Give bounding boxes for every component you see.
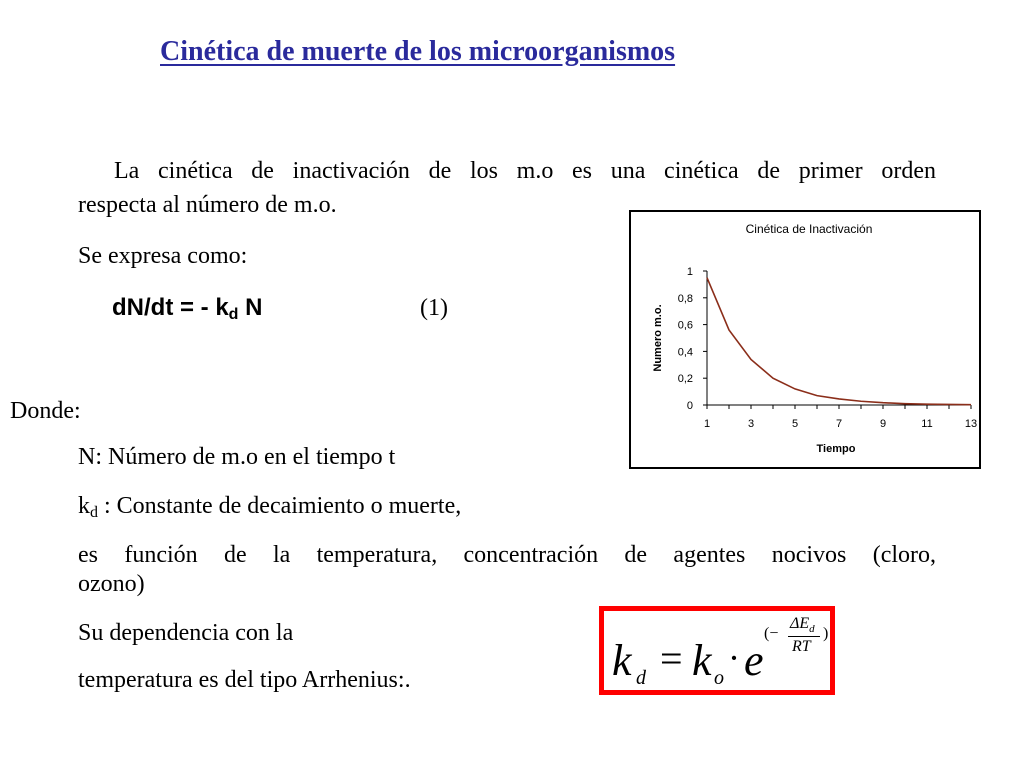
- formula-numerator: [790, 615, 815, 633]
- formula-k-sub: d: [636, 667, 646, 689]
- formula-ko-sub: o: [714, 667, 724, 689]
- equation-sub: d: [228, 306, 239, 323]
- intro-line-2: respecta al número de m.o.: [78, 192, 337, 218]
- chart-y-tick-label: 1: [686, 266, 693, 278]
- chart-y-tick-label: 0,6: [677, 319, 693, 332]
- def-kd-rest: : Constante de decaimiento o muerte,: [98, 493, 462, 519]
- formula-equals: =: [660, 636, 683, 681]
- donde-label: Donde:: [10, 398, 81, 424]
- def-kd: [78, 492, 461, 527]
- chart-svg: [631, 212, 979, 467]
- chart-x-tick-label: 1: [703, 418, 711, 430]
- equation-tail: N: [238, 294, 263, 321]
- chart-x-tick-label: 5: [791, 418, 799, 430]
- formula-dot: ·: [728, 638, 740, 678]
- chart-x-tick-label: 13: [964, 418, 978, 430]
- def-n: N: Número de m.o en el tiempo t: [78, 444, 396, 470]
- chart-series-line: [707, 278, 971, 405]
- intro-line-1: La cinética de inactivación de los m.o es una cinética de primer orden: [114, 158, 936, 184]
- dependencia-line-1: Su dependencia con la: [78, 620, 294, 646]
- chart-y-tick-label: 0: [686, 400, 693, 412]
- inactivation-chart: [629, 210, 981, 469]
- formula-paren-open: (−: [764, 625, 779, 642]
- def-kd-k: k: [78, 493, 90, 519]
- chart-y-tick-label: 0,8: [677, 292, 693, 305]
- formula-denominator: RT: [792, 638, 811, 655]
- chart-x-tick-label: 9: [879, 418, 887, 430]
- chart-x-tick-label: 11: [921, 418, 933, 430]
- equation-number: (1): [420, 295, 448, 321]
- formula-num-sub: d: [809, 623, 815, 635]
- funcion-line-1: es función de la temperatura, concentración de agentes nocivos (cloro,: [78, 542, 936, 568]
- equation-lhs: dN/dt = - k: [112, 294, 229, 321]
- chart-title: Cinética de Inactivación: [745, 222, 873, 236]
- def-kd-sub: d: [90, 504, 98, 521]
- formula-fraction-bar: [788, 636, 820, 637]
- chart-x-tick-label: 7: [835, 418, 843, 430]
- chart-ylabel: Numero m.o.: [652, 304, 664, 372]
- chart-x-tick-label: 3: [747, 418, 755, 430]
- dependencia-line-2: temperatura es del tipo Arrhenius:.: [78, 667, 411, 693]
- funcion-line-2: ozono): [78, 571, 145, 597]
- formula-delta-e: ΔE: [790, 615, 810, 632]
- formula-e: e: [744, 636, 764, 685]
- formula-paren-close: ): [823, 625, 829, 642]
- se-expresa-text: Se expresa como:: [78, 243, 248, 269]
- chart-xlabel: Tiempo: [816, 443, 856, 455]
- equation-1: [112, 294, 262, 329]
- chart-y-tick-label: 0,4: [677, 346, 693, 359]
- arrhenius-formula: [599, 606, 835, 695]
- chart-y-tick-label: 0,2: [677, 373, 693, 386]
- formula-ko: k: [692, 636, 712, 685]
- page-title: Cinética de muerte de los microorganismos: [160, 36, 676, 67]
- formula-k: k: [612, 636, 632, 685]
